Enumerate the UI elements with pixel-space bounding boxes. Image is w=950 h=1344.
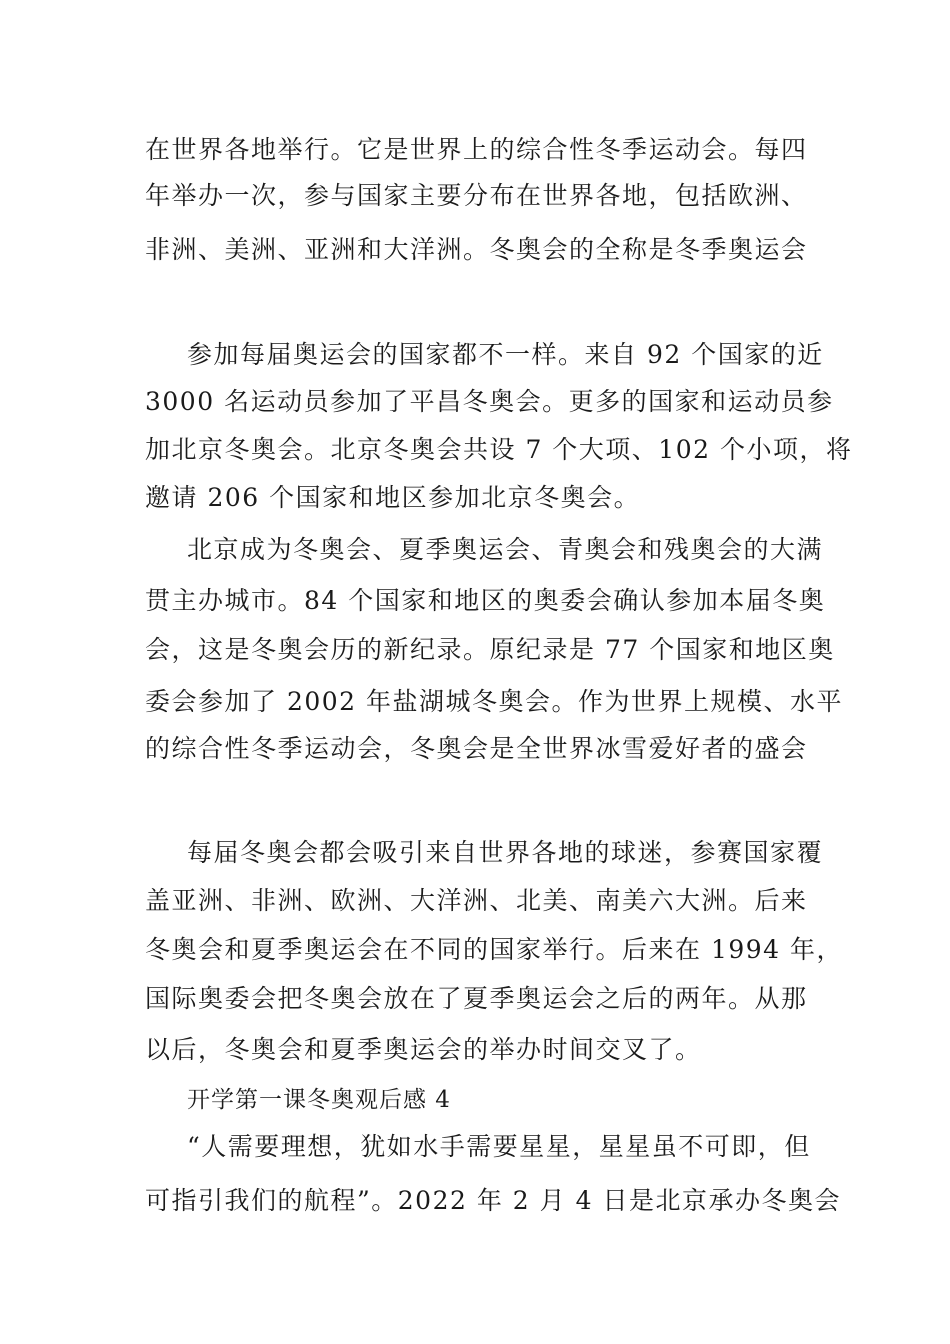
paragraph-3-line-1: 北京成为冬奥会、夏季奥运会、青奥会和残奥会的大满 [187,535,824,564]
paragraph-1-line-3: 非洲、美洲、亚洲和大洋洲。冬奥会的全称是冬季奥运会 [145,235,808,264]
paragraph-4-line-3: 冬奥会和夏季奥运会在不同的国家举行。后来在 1994 年， [145,935,844,964]
paragraph-5-line-2: 可指引我们的航程”。2022 年 2 月 4 日是北京承办冬奥会 [145,1186,841,1215]
paragraph-4-line-2: 盖亚洲、非洲、欧洲、大洋洲、北美、南美六大洲。后来 [145,886,808,915]
paragraph-2-line-3: 加北京冬奥会。北京冬奥会共设 7 个大项、102 个小项，将 [145,435,853,464]
paragraph-5-line-1: “人需要理想，犹如水手需要星星，星星虽不可即，但 [187,1132,811,1161]
paragraph-1-line-2: 年举办一次，参与国家主要分布在世界各地，包括欧洲、 [145,181,808,210]
paragraph-3-line-4: 委会参加了 2002 年盐湖城冬奥会。作为世界上规模、水平 [145,687,844,716]
paragraph-2-line-2: 3000 名运动员参加了平昌冬奥会。更多的国家和运动员参 [145,387,834,416]
paragraph-4-line-4: 国际奥委会把冬奥会放在了夏季奥运会之后的两年。从那 [145,984,808,1013]
paragraph-1-line-1: 在世界各地举行。它是世界上的综合性冬季运动会。每四 [145,135,808,164]
paragraph-3-line-3: 会，这是冬奥会历的新纪录。原纪录是 77 个国家和地区奥 [145,635,835,664]
paragraph-4-line-5: 以后，冬奥会和夏季奥运会的举办时间交叉了。 [145,1035,702,1064]
paragraph-3-line-2: 贯主办城市。84 个国家和地区的奥委会确认参加本届冬奥 [145,586,826,615]
paragraph-4-line-1: 每届冬奥会都会吸引来自世界各地的球迷，参赛国家覆 [187,838,824,867]
paragraph-2-line-1: 参加每届奥运会的国家都不一样。来自 92 个国家的近 [187,340,824,369]
section-heading: 开学第一课冬奥观后感 4 [187,1087,451,1113]
paragraph-3-line-5: 的综合性冬季运动会，冬奥会是全世界冰雪爱好者的盛会 [145,734,808,763]
paragraph-2-line-4: 邀请 206 个国家和地区参加北京冬奥会。 [145,483,641,512]
